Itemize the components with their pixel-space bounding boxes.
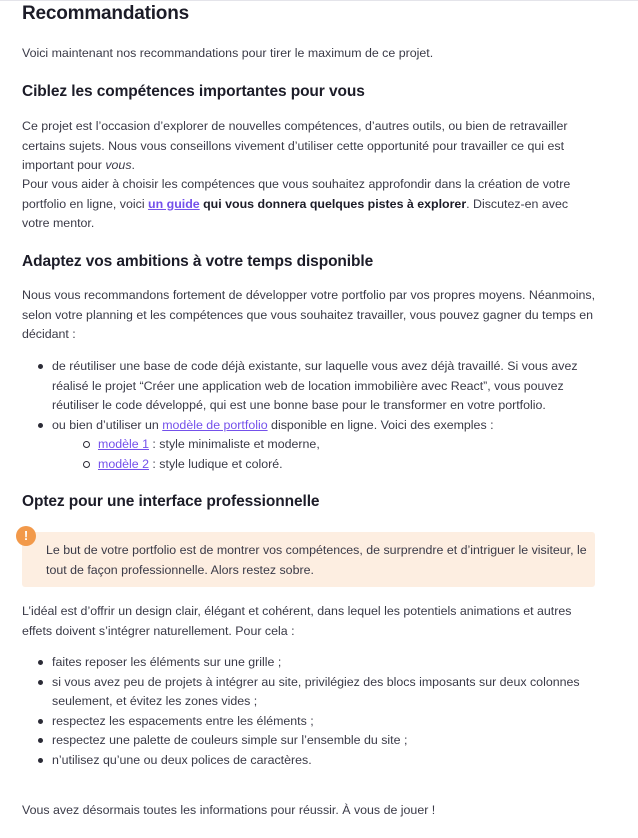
portfolio-template-link[interactable]: modèle de portfolio <box>162 417 268 432</box>
list-item: modèle 1 : style minimaliste et moderne, <box>82 435 596 455</box>
callout-text: Le but de votre portfolio est de montrer vos compétences, de surprendre et d’intriguer le visiteur, le tout de façon professionnelle. Alors restez sobre. <box>46 543 587 577</box>
template-2-link[interactable]: modèle 2 <box>98 456 149 471</box>
list-item: si vous avez peu de projets à intégrer au site, privilégiez des blocs imposants sur deux colonnes seulement, et évitez les zones vides ; <box>36 673 596 712</box>
list-item: n’utilisez qu’une ou deux polices de caractères. <box>36 751 596 771</box>
hollow-bullet-icon <box>83 461 90 468</box>
section-heading-interface: Optez pour une interface professionnelle <box>22 493 320 510</box>
bullet-icon <box>38 660 43 665</box>
section-heading-competences: Ciblez les compétences importantes pour vous <box>22 83 365 100</box>
outro-paragraph: Vous avez désormais toutes les informations pour réussir. À vous de jouer ! <box>22 803 436 817</box>
list-item: de réutiliser une base de code déjà existante, sur laquelle vous avez déjà travaillé. Si vous avez réalisé le projet “Créer une application web de location immobilière avec React”, vous pouvez réutiliser le code développé, qui est une bonne base pour le transformer en votre portfolio. <box>36 357 596 416</box>
template-examples-list <box>52 435 596 474</box>
warning-callout <box>22 528 595 587</box>
bullet-icon <box>38 680 43 685</box>
list-item: modèle 2 : style ludique et coloré. <box>82 455 596 475</box>
emphasis-vous: vous <box>105 158 132 172</box>
bullet-icon <box>38 758 43 763</box>
page-title: Recommandations <box>22 3 189 24</box>
bullet-icon <box>38 423 43 428</box>
list-item: faites reposer les éléments sur une grille ; <box>36 653 596 673</box>
section1-paragraph-1: Ce projet est l’occasion d’explorer de nouvelles compétences, d’autres outils, ou bien de retravailler certains sujets. Nous vous conseillons vivement d’utiliser cette opportunité pour travailler ce qui est important pour vous. <box>22 119 568 172</box>
design-guidelines-list <box>36 653 596 770</box>
intro-paragraph: Voici maintenant nos recommandations pour tirer le maximum de ce projet. <box>22 46 434 60</box>
section1-paragraph-2: Pour vous aider à choisir les compétences que vous souhaitez approfondir dans la création de votre portfolio en ligne, voici un guide qui vous donnera quelques pistes à explorer. Discutez-en avec votre mentor. <box>22 177 571 230</box>
bullet-icon <box>38 719 43 724</box>
bullet-icon <box>38 364 43 369</box>
section2-options-list <box>36 357 596 474</box>
list-item: respectez les espacements entre les éléments ; <box>36 712 596 732</box>
template-1-link[interactable]: modèle 1 <box>98 437 149 451</box>
top-divider <box>0 0 638 1</box>
section-heading-ambitions: Adaptez vos ambitions à votre temps disponible <box>22 253 374 270</box>
bullet-icon <box>38 738 43 743</box>
section2-paragraph-1: Nous vous recommandons fortement de développer votre portfolio par vos propres moyens. Néanmoins, selon votre planning et les compétences que vous souhaitez travailler, vous pouvez gagner du temps en décidant : <box>22 288 596 341</box>
list-item: respectez une palette de couleurs simple sur l’ensemble du site ; <box>36 731 596 751</box>
hollow-bullet-icon <box>83 441 90 448</box>
section3-paragraph-1: L’idéal est d’offrir un design clair, élégant et cohérent, dans lequel les potentiels animations et autres effets doivent s’intégrer naturellement. Pour cela : <box>22 604 572 638</box>
guide-link[interactable]: un guide <box>148 196 200 211</box>
guide-description: qui vous donnera quelques pistes à explorer <box>199 196 467 211</box>
list-item: ou bien d’utiliser un modèle de portfolio disponible en ligne. Voici des exemples : modèle 1 : style minimaliste et moderne, modèle 2 : style ludique et coloré. <box>36 416 596 475</box>
warning-icon: ! <box>16 526 36 546</box>
